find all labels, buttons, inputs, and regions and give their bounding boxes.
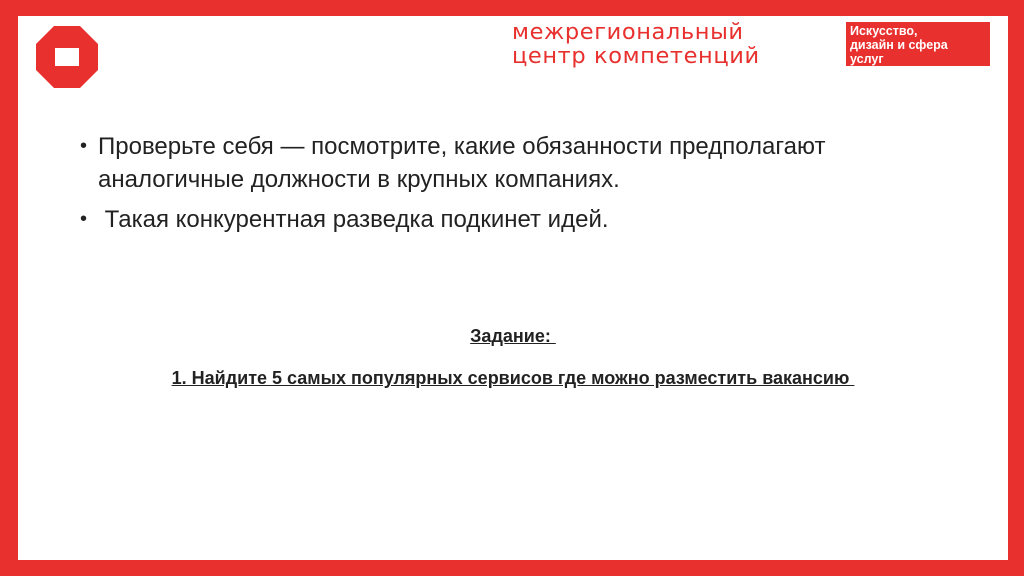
bullet-dot-icon: •	[80, 135, 88, 157]
bullet-text: Проверьте себя — посмотрите, какие обязанности предполагают аналогичные должности в крупных компаниях.	[98, 133, 826, 193]
task-item: 1. Найдите 5 самых популярных сервисов где можно разместить вакансию	[171, 368, 855, 388]
brand-line-2: центр компетенций	[512, 43, 760, 69]
task-title: Задание:	[470, 326, 556, 346]
bullet-text: Такая конкурентная разведка подкинет идей.	[98, 206, 609, 233]
octagon-logo-icon	[36, 26, 98, 88]
tagline-line-1: Искусство,	[850, 24, 918, 38]
bullet-item	[80, 203, 960, 236]
brand-line-1: межрегиональный	[512, 19, 744, 45]
slide-canvas	[18, 16, 1008, 560]
brand-name	[512, 20, 832, 68]
bullet-dot-icon: •	[80, 208, 88, 230]
bullet-list	[80, 130, 960, 243]
tagline-line-3: услуг	[850, 52, 884, 66]
tagline-badge	[846, 22, 990, 66]
bullet-item	[80, 130, 960, 196]
tagline-line-2: дизайн и сфера	[850, 38, 948, 52]
